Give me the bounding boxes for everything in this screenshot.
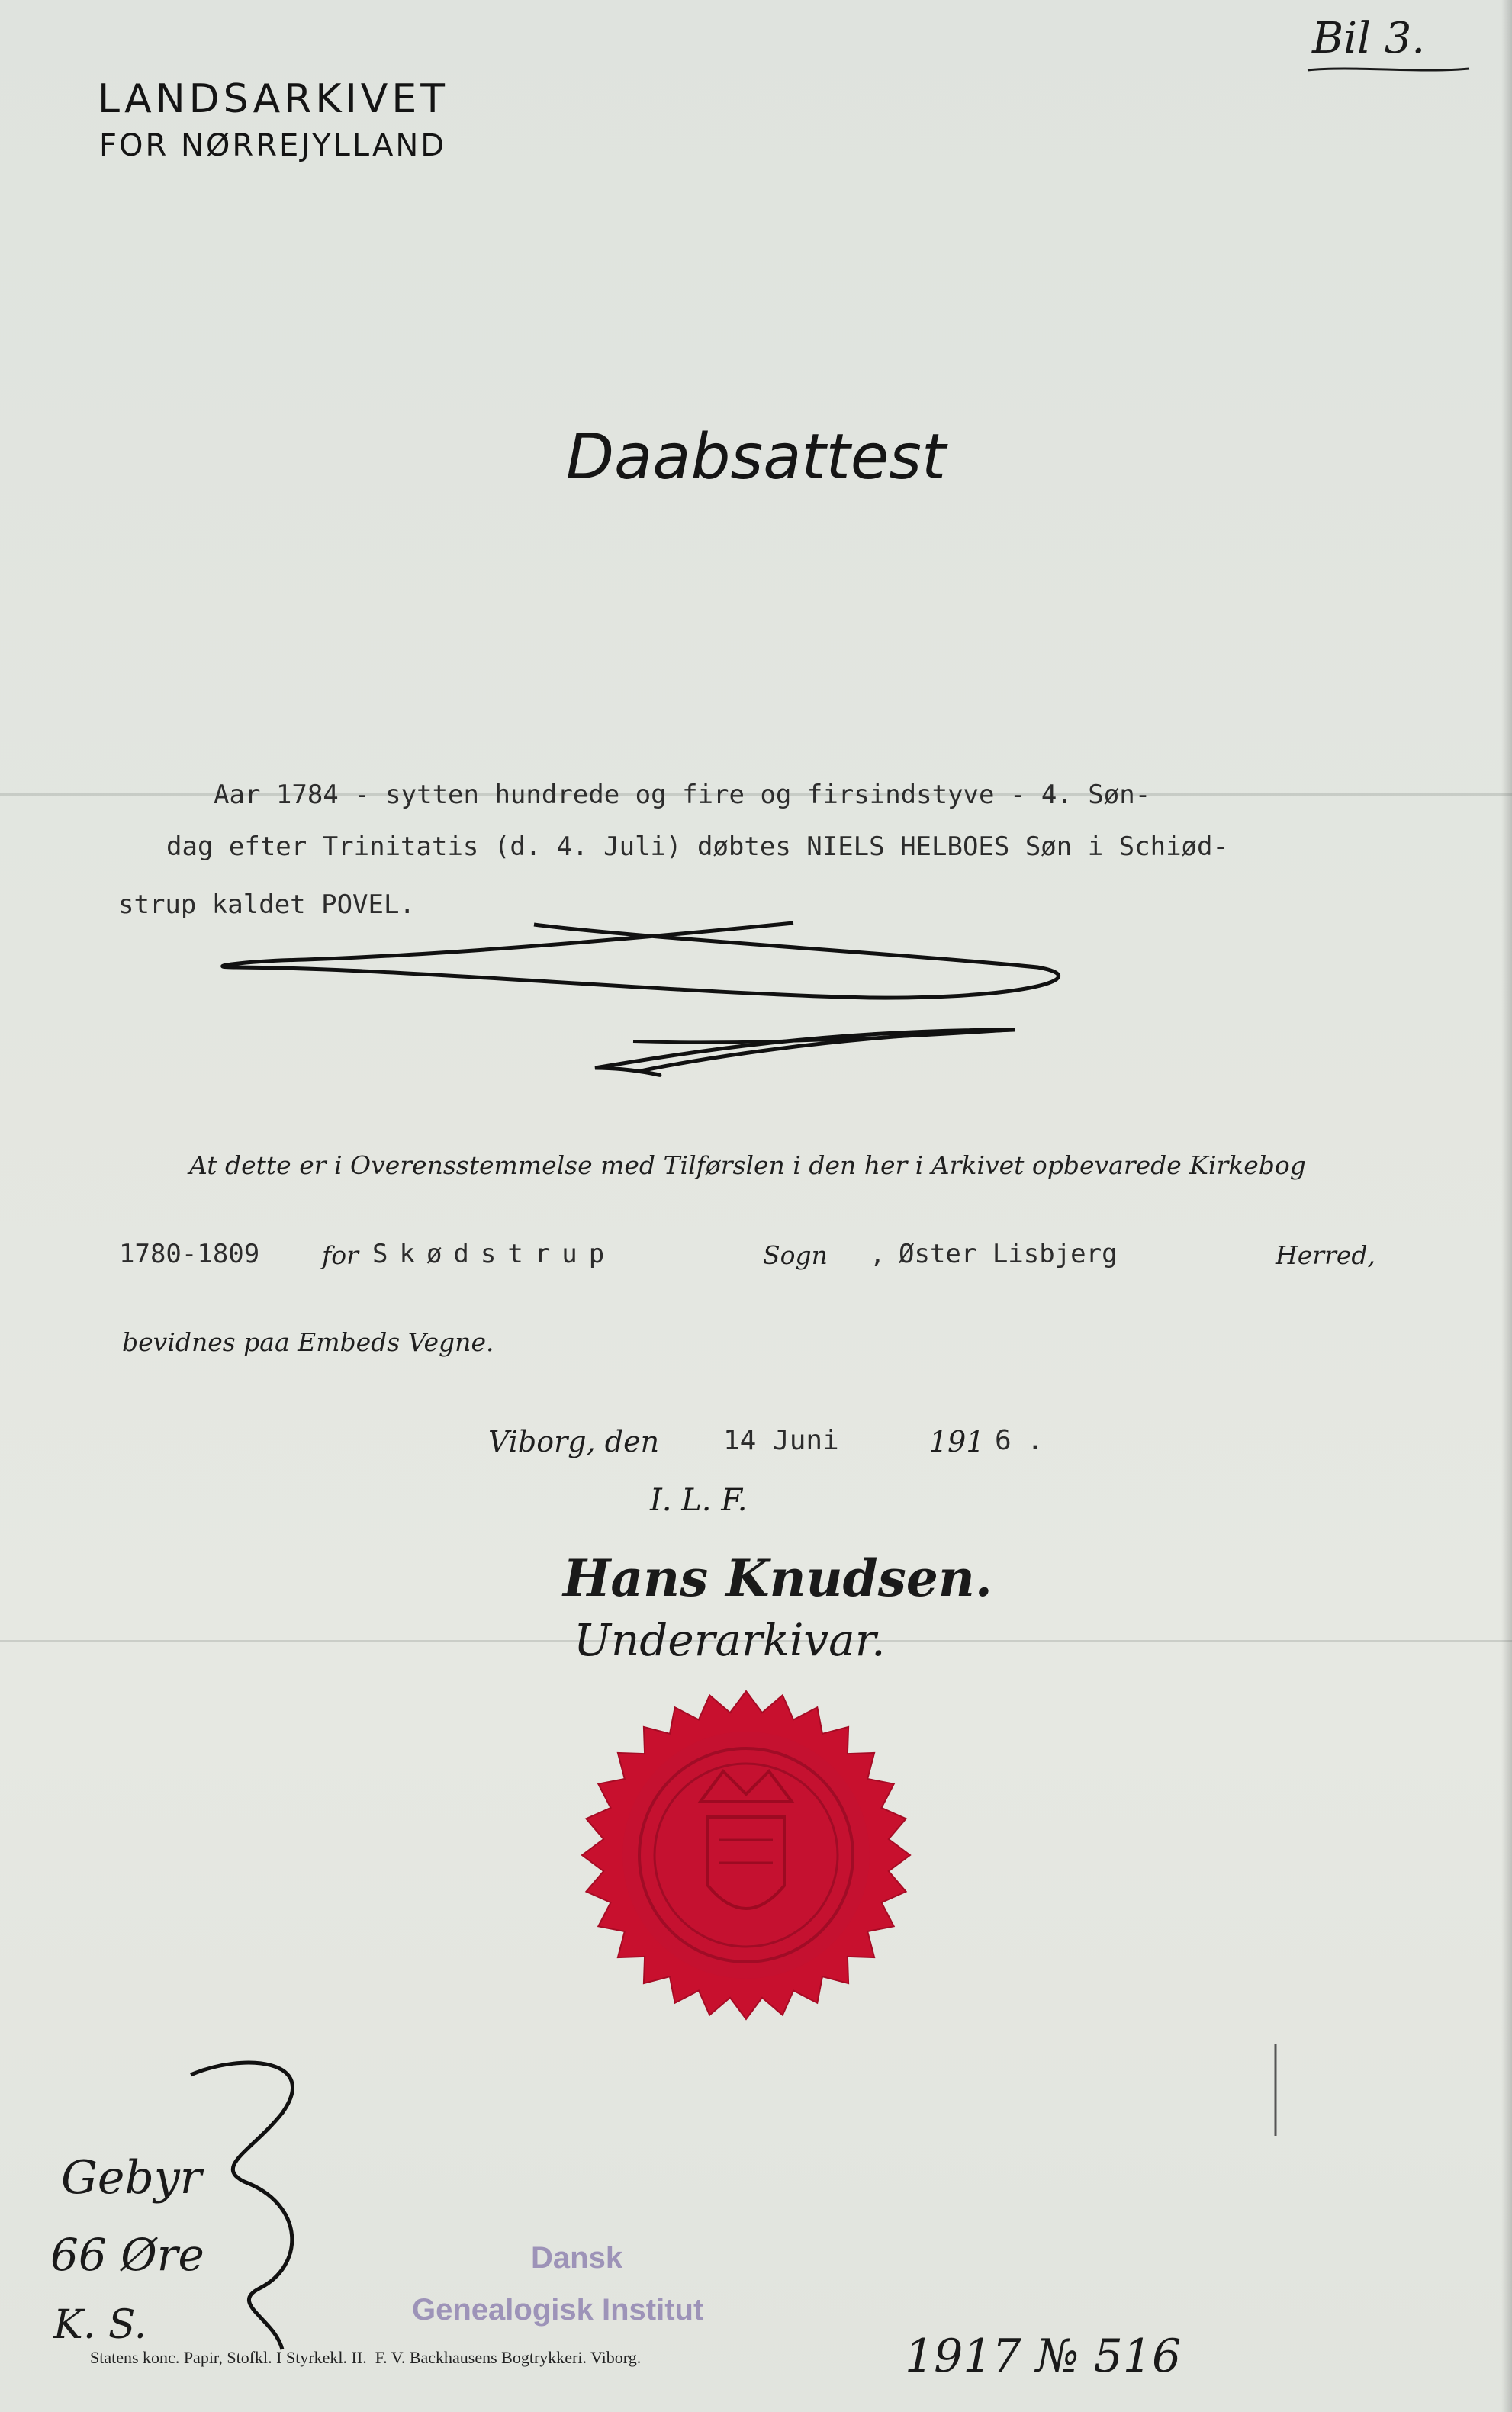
comma: ,	[870, 1239, 886, 1269]
corner-note-underline	[1306, 63, 1474, 78]
certification-line-3: bevidnes paa Embeds Vegne.	[122, 1327, 494, 1357]
entry-line-2: dag efter Trinitatis (d. 4. Juli) døbtes NIELS HELBOES Søn i Schiød-	[166, 831, 1228, 862]
dateline-place: Viborg, den	[488, 1425, 660, 1458]
stamp-line-2: Genealogisk Institut	[412, 2293, 704, 2327]
wax-seal	[578, 1687, 914, 2023]
fee-bracket	[153, 2044, 351, 2365]
parish-name: Skødstrup	[372, 1239, 616, 1269]
entry-line-3: strup kaldet POVEL.	[118, 889, 415, 920]
signature-title: Underarkivar.	[574, 1614, 886, 1666]
fee-label: Gebyr	[61, 2151, 202, 2205]
entry-line-1: Aar 1784 - sytten hundrede og fire og firsindstyve - 4. Søn-	[214, 780, 1151, 810]
fee-amount: 66 Øre	[50, 2229, 204, 2281]
archive-number: 1917 № 516	[905, 2330, 1182, 2383]
certification-line-1: At dette er i Overensstemmelse med Tilførslen i den her i Arkivet opbevarede Kirkebog	[189, 1150, 1306, 1180]
signature-prefix: I. L. F.	[650, 1483, 748, 1518]
document-title: Daabsattest	[565, 421, 947, 494]
herred-label: Herred,	[1276, 1240, 1376, 1270]
letterhead-archive-name: LANDSARKIVET	[98, 76, 449, 122]
letterhead-region: FOR NØRREJYLLAND	[99, 128, 447, 163]
printer-footer: Statens konc. Papir, Stofkl. I Styrkekl. II. F. V. Backhausens Bogtrykkeri. Viborg.	[90, 2348, 642, 2367]
stamp-line-1: Dansk	[531, 2241, 623, 2275]
margin-mark	[1268, 2044, 1283, 2136]
signature-name: Hans Knudsen.	[563, 1549, 992, 1608]
district-name: Øster Lisbjerg	[899, 1239, 1118, 1269]
dateline-year-prefix: 191	[929, 1425, 985, 1458]
fee-initials: K. S.	[53, 2302, 147, 2348]
dateline-year-suffix: 6	[995, 1425, 1012, 1456]
sogn-label: Sogn	[763, 1240, 828, 1270]
dateline-period: .	[1027, 1425, 1044, 1456]
cancellation-flourish	[214, 908, 1068, 1098]
dateline-date: 14 Juni	[723, 1425, 839, 1456]
corner-note: Bil 3.	[1312, 14, 1426, 63]
church-book-years: 1780-1809	[119, 1239, 260, 1269]
paper-edge-shadow	[1501, 0, 1512, 2412]
for-label: for	[322, 1240, 359, 1270]
